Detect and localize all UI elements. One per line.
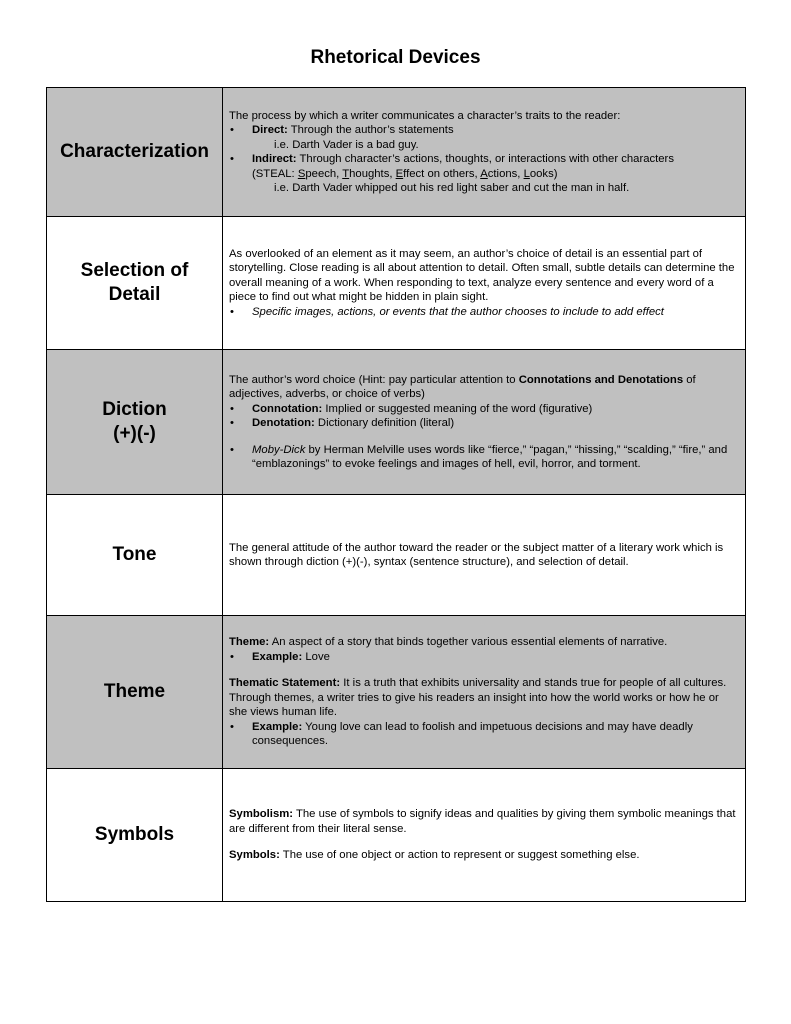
row-tone: [47, 495, 746, 616]
characterization-intro: The process by which a writer communicates a character’s traits to the reader:: [229, 109, 621, 122]
symbols-definition: Symbols: The use of one object or action to represent or suggest something else.: [229, 849, 640, 862]
bullet-theme-example: • Example: Love: [229, 650, 739, 665]
term-theme: Theme: [103, 681, 166, 702]
direct-text: Through the author’s statements: [287, 124, 454, 136]
row-selection-of-detail: [47, 217, 746, 350]
term-tone: Tone: [112, 544, 157, 565]
description-cell: [223, 616, 746, 769]
term-cell: [47, 495, 223, 616]
term-diction: Diction (+)(-): [102, 399, 167, 444]
bullet-denotation: • Denotation: Dictionary definition (literal): [229, 416, 739, 431]
description-cell: [223, 495, 746, 616]
term-cell: [47, 769, 223, 902]
bullet-thematic-example: • Example: Young love can lead to foolish and impetuous decisions and may have deadly consequences.: [229, 720, 739, 749]
term-cell: [47, 350, 223, 495]
diction-intro: The author’s word choice (Hint: pay particular attention to Connotations and Denotations of adjectives, adverbs, or choice of verbs): [229, 373, 696, 400]
term-cell: [47, 88, 223, 217]
direct-example: i.e. Darth Vader is a bad guy.: [274, 138, 419, 151]
bullet-moby-dick-example: • Moby-Dick by Herman Melville uses words like “fierce,” “pagan,” “hissing,” “scalding,” “fire,” and “emblazonings” to evoke feelings and images of hell, evil, horror, and torment.: [229, 443, 739, 472]
description-cell: [223, 350, 746, 495]
term-cell: [47, 217, 223, 350]
description-cell: [223, 217, 746, 350]
bullet-connotation: • Connotation: Implied or suggested meaning of the word (figurative): [229, 402, 739, 417]
term-characterization: Characterization: [60, 141, 209, 162]
row-theme: [47, 616, 746, 769]
rhetorical-devices-table: [46, 87, 746, 902]
steal-acronym: (STEAL: Speech, Thoughts, Effect on others, Actions, Looks): [252, 167, 558, 180]
indirect-text: Through character’s actions, thoughts, or interactions with other characters: [296, 153, 674, 165]
theme-definition: Theme: An aspect of a story that binds together various essential elements of narrative.: [229, 636, 668, 649]
symbolism-definition: Symbolism: The use of symbols to signify ideas and qualities by giving them symbolic meanings that are different from their literal sense.: [229, 808, 736, 835]
term-cell: [47, 616, 223, 769]
page-title: Rhetorical Devices: [310, 47, 481, 68]
direct-label: Direct:: [252, 124, 288, 136]
indirect-example: i.e. Darth Vader whipped out his red light saber and cut the man in half.: [274, 182, 630, 194]
row-symbols: [47, 769, 746, 902]
term-symbols: Symbols: [94, 824, 175, 845]
indirect-label: Indirect:: [252, 153, 297, 165]
thematic-statement: Thematic Statement: It is a truth that exhibits universality and stands true for people of all cultures. Through themes, a writer tries to give his readers an insight into how the world works or how he or she views human life.: [229, 677, 727, 719]
tone-paragraph: The general attitude of the author toward the reader or the subject matter of a literary work which is shown through diction (+)(-), syntax (sentence structure), and selection of detail.: [229, 541, 724, 568]
row-characterization: [47, 88, 746, 217]
row-diction: [47, 350, 746, 495]
selection-paragraph: As overlooked of an element as it may seem, an author’s choice of detail is an essential part of storytelling. Close reading is all about attention to detail. Often small, subtle details can determine the overall meaning of a work. When responding to text, analyze every sentence and every word of a piece to find out what might be hidden in plain sight.: [229, 247, 735, 304]
bullet-indirect: [229, 152, 739, 181]
description-cell: [223, 769, 746, 902]
term-selection-of-detail: Selection of Detail: [80, 260, 189, 305]
description-cell: [223, 88, 746, 217]
bullet-direct: [229, 123, 739, 138]
selection-bullet: • Specific images, actions, or events that the author chooses to include to add effect: [229, 305, 739, 320]
